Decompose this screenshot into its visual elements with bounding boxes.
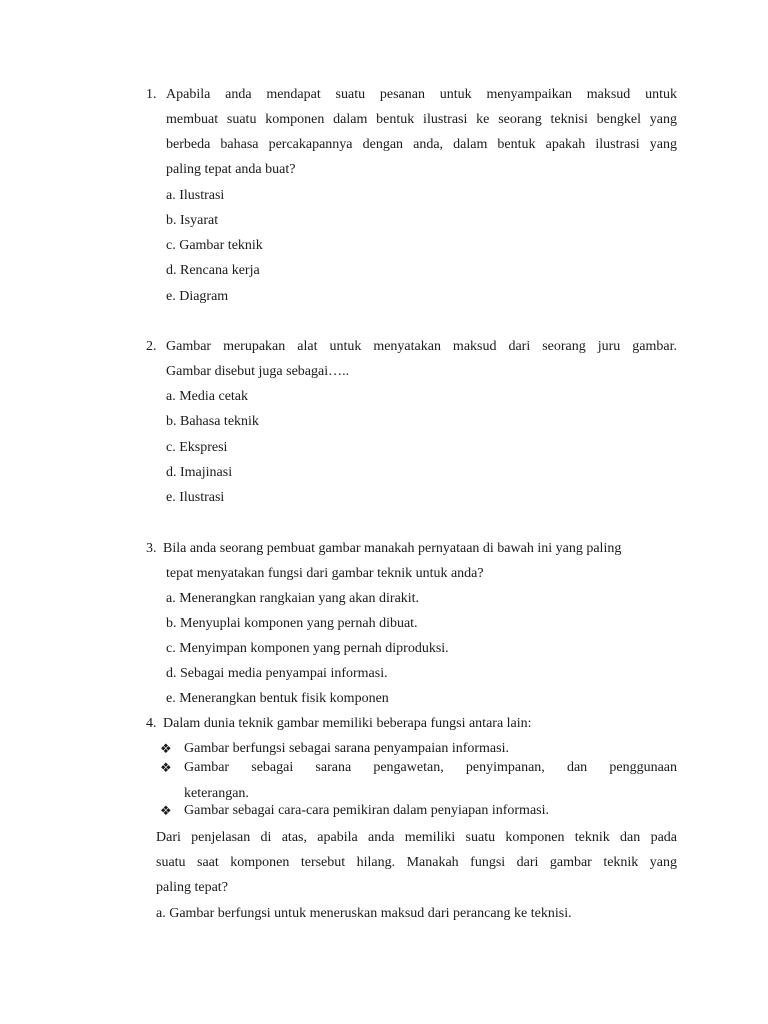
diamond-bullet-icon: ❖	[160, 803, 172, 818]
question-text-line: Dalam dunia teknik gambar memiliki beberapa fungsi antara lain:	[163, 716, 532, 731]
answer-option: b. Isyarat	[166, 213, 219, 228]
question-number: 3.	[146, 541, 157, 556]
answer-option: a. Gambar berfungsi untuk meneruskan maksud dari perancang ke teknisi.	[156, 906, 572, 921]
answer-option: b. Menyuplai komponen yang pernah dibuat.	[166, 616, 418, 631]
answer-option: d. Imajinasi	[166, 465, 233, 480]
answer-option: b. Bahasa teknik	[166, 414, 259, 429]
answer-option: e. Ilustrasi	[166, 490, 225, 505]
question-text-line: paling tepat anda buat?	[166, 162, 296, 177]
question-text-line: Gambar disebut juga sebagai…..	[166, 364, 350, 379]
answer-option: e. Menerangkan bentuk fisik komponen	[166, 691, 389, 706]
bullet-text: Gambar sebagai cara-cara pemikiran dalam penyiapan informasi.	[184, 803, 549, 818]
question-number: 4.	[146, 716, 157, 731]
question-text-line: membuat suatu komponen dalam bentuk ilustrasi ke seorang teknisi bengkel yang	[166, 112, 677, 127]
bullet-text: Gambar sebagai sarana pengawetan, penyimpanan, dan penggunaan	[184, 760, 677, 775]
answer-option: a. Ilustrasi	[166, 188, 225, 203]
question-text-line: berbeda bahasa percakapannya dengan anda, dalam bentuk apakah ilustrasi yang	[166, 137, 677, 152]
answer-option: e. Diagram	[166, 289, 229, 304]
diamond-bullet-icon: ❖	[160, 760, 172, 775]
diamond-bullet-icon: ❖	[160, 741, 172, 756]
answer-option: c. Menyimpan komponen yang pernah diproduksi.	[166, 641, 449, 656]
answer-option: d. Sebagai media penyampai informasi.	[166, 666, 388, 681]
question-text-line: Apabila anda mendapat suatu pesanan untuk menyampaikan maksud untuk	[166, 87, 677, 102]
answer-option: d. Rencana kerja	[166, 263, 260, 278]
question-number: 2.	[146, 339, 157, 354]
explanation-line: paling tepat?	[156, 880, 228, 895]
answer-option: a. Menerangkan rangkaian yang akan dirakit.	[166, 591, 420, 606]
question-number: 1.	[146, 87, 157, 102]
bullet-text: Gambar berfungsi sebagai sarana penyampaian informasi.	[184, 741, 509, 756]
answer-option: c. Gambar teknik	[166, 238, 263, 253]
question-text-line: Gambar merupakan alat untuk menyatakan maksud dari seorang juru gambar.	[166, 339, 677, 354]
explanation-line: Dari penjelasan di atas, apabila anda memiliki suatu komponen teknik dan pada	[156, 830, 677, 845]
explanation-line: suatu saat komponen tersebut hilang. Manakah fungsi dari gambar teknik yang	[156, 855, 677, 870]
answer-option: a. Media cetak	[166, 389, 249, 404]
answer-option: c. Ekspresi	[166, 440, 228, 455]
bullet-text: keterangan.	[184, 786, 249, 801]
question-text-line: tepat menyatakan fungsi dari gambar teknik untuk anda?	[166, 566, 484, 581]
question-text-line: Bila anda seorang pembuat gambar manakah pernyataan di bawah ini yang paling	[163, 541, 622, 556]
